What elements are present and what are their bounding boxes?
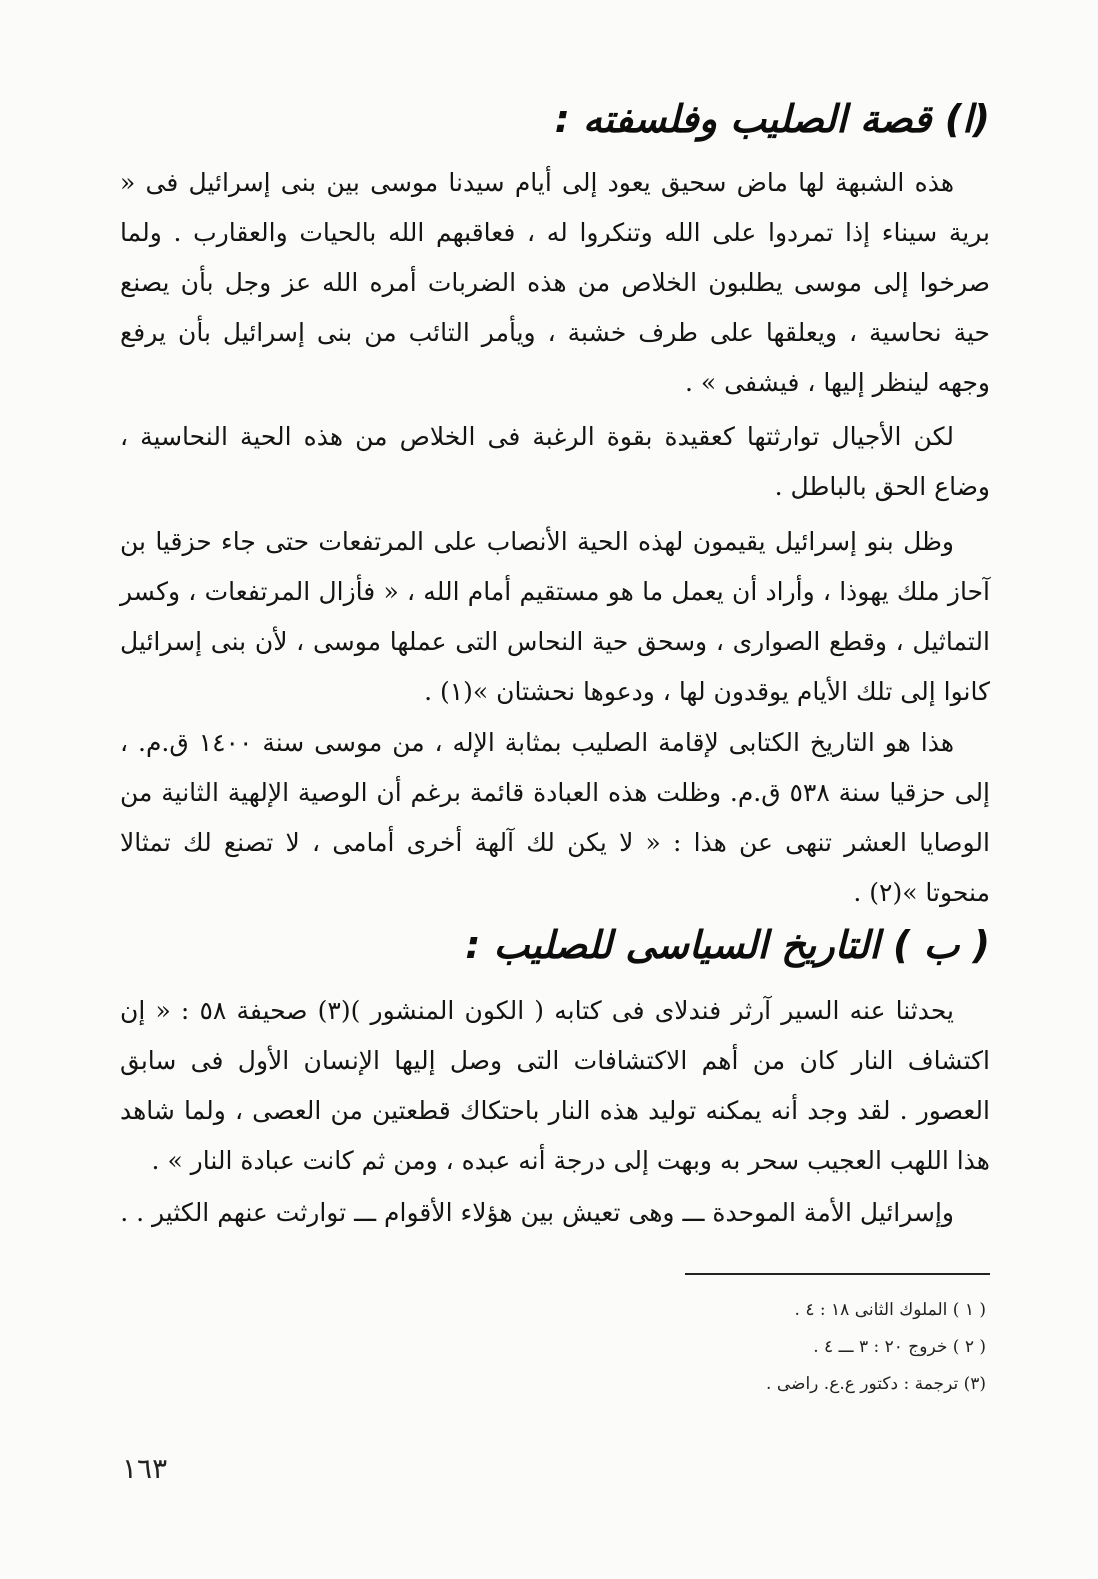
- paragraph-text: لكن الأجيال توارثتها كعقيدة بقوة الرغبة فى الخلاص من هذه الحية النحاسية ، وضاع الحق بالباطل .: [120, 422, 990, 501]
- paragraph-text: وإسرائيل الأمة الموحدة ـــ وهى تعيش بين هؤلاء الأقوام ـــ توارثت عنهم الكثير . .: [120, 1198, 954, 1227]
- footnote-3: (٣) ترجمة : دكتور ع.ع. راضى .: [766, 1374, 986, 1394]
- paragraph: [120, 158, 990, 408]
- paragraph: [120, 517, 990, 717]
- footnote-2: ( ٢ ) خروج ٢٠ : ٣ ـــ ٤ .: [813, 1337, 986, 1357]
- paragraph-text: هذا هو التاريخ الكتابى لإقامة الصليب بمثابة الإله ، من موسى سنة ١٤٠٠ ق.م. ، إلى حزقيا سنة ٥٣٨ ق.م. وظلت هذه العبادة قائمة برغم أن الوصية الإلهية الثانية من الوصايا العشر تنهى عن هذا : « لا يكن لك آلهة أخرى أمامى ، لا تصنع لك تمثالا منحوتا »(٢) .: [120, 728, 991, 907]
- footnote-divider: [685, 1273, 990, 1275]
- paragraph-text: هذه الشبهة لها ماض سحيق يعود إلى أيام سيدنا موسى بين بنى إسرائيل فى « برية سيناء إذا تمردوا على الله وتنكروا له ، فعاقبهم الله بالحيات والعقارب . ولما صرخوا إلى موسى يطلبون الخلاص من هذه الضربات أمره الله عز وجل بأن يصنع حية نحاسية ، ويعلقها على طرف خشبة ، ويأمر التائب من بنى إسرائيل بأن يرفع وجهه لينظر إليها ، فيشفى » .: [120, 168, 990, 397]
- paragraph: [120, 1188, 990, 1238]
- paragraph-text: وظل بنو إسرائيل يقيمون لهذه الحية الأنصاب على المرتفعات حتى جاء حزقيا بن آحاز ملك يهوذا ، وأراد أن يعمل ما هو مستقيم أمام الله ، « فأزال المرتفعات ، وكسر التماثيل ، وقطع الصوارى ، وسحق حية النحاس التى عملها موسى ، لأن بنى إسرائيل كانوا إلى تلك الأيام يوقدون لها ، ودعوها نحشتان »(١) .: [120, 527, 990, 706]
- paragraph: [120, 718, 990, 918]
- paragraph: [120, 986, 990, 1186]
- section-heading-a: (ا) قصة الصليب وفلسفته :: [554, 97, 990, 141]
- page-number: ١٦٣: [122, 1452, 168, 1485]
- paragraph: [120, 412, 990, 512]
- footnote-1: ( ١ ) الملوك الثانى ١٨ : ٤ .: [794, 1300, 986, 1320]
- paragraph-text: يحدثنا عنه السير آرثر فندلاى فى كتابه ( الكون المنشور )(٣) صحيفة ٥٨ : « إن اكتشاف النار كان من أهم الاكتشافات التى وصل إليها الإنسان الأول فى سابق العصور . لقد وجد أنه يمكنه توليد هذه النار باحتكاك قطعتين من العصى ، ولما شاهد هذا اللهب العجيب سحر به وبهت إلى درجة أنه عبده ، ومن ثم كانت عبادة النار » .: [120, 996, 990, 1175]
- section-heading-b: ( ب ) التاريخ السياسى للصليب :: [465, 923, 990, 967]
- footnotes: [486, 1292, 986, 1403]
